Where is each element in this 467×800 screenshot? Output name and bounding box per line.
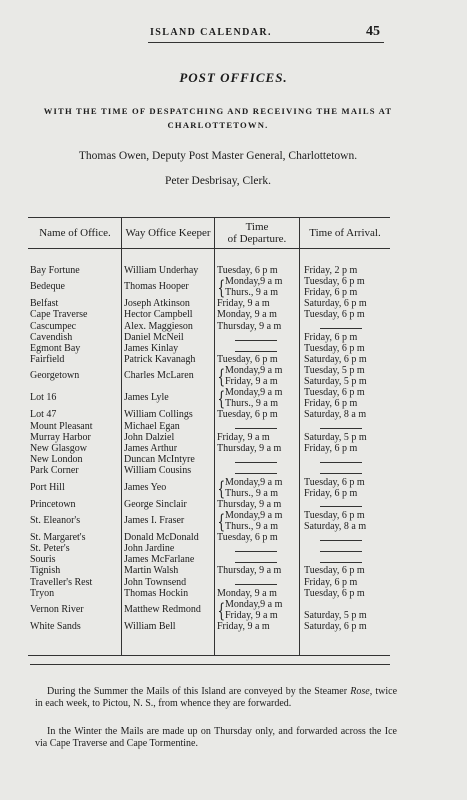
arrival-line: Tuesday, 6 p m — [304, 509, 365, 521]
office-keeper: Joseph Atkinson — [124, 298, 190, 310]
office-name: St. Peter's — [30, 543, 70, 554]
arrival-line: Friday, 6 p m — [304, 331, 358, 343]
departure-time — [235, 577, 277, 588]
office-keeper: James I. Fraser — [124, 514, 185, 526]
departure-time — [217, 276, 282, 298]
office-keeper: Donald McDonald — [124, 531, 199, 543]
departure-line: Thursday, 9 a m — [217, 320, 282, 332]
table-row — [30, 265, 390, 276]
departure-time — [217, 477, 282, 499]
arrival-line: Saturday, 5 p m — [304, 376, 367, 388]
office-name: Traveller's Rest — [30, 576, 93, 588]
departure-line: Friday, 9 a m — [217, 431, 270, 443]
office-keeper: James Kinlay — [124, 343, 179, 354]
table-row — [30, 477, 390, 499]
table-row — [30, 599, 390, 621]
office-name: Port Hill — [30, 481, 65, 493]
arrival-line: Tuesday, 6 p m — [304, 476, 365, 488]
departure-time — [217, 265, 278, 276]
departure-line: Friday, 9 a m — [225, 610, 278, 621]
office-name: Park Corner — [30, 465, 79, 477]
office-keeper: John Dalziel — [124, 431, 175, 443]
office-keeper: John Townsend — [124, 576, 187, 588]
empty-dash — [320, 551, 362, 552]
arrival-line: Saturday, 5 p m — [304, 610, 367, 621]
departure-time — [217, 309, 277, 320]
winter-mail-note: In the Winter the Mails are made up on Thursday only, and forwarded across the Ice via Cape Traverse and Cape Tormentine. — [35, 726, 397, 749]
summer-note-text: During the Summer the Mails of this Island are conveyed by the Steamer — [47, 686, 351, 697]
office-keeper: James Arthur — [124, 443, 178, 454]
arrival-time — [320, 421, 362, 432]
departure-time — [217, 365, 282, 387]
office-name: Souris — [30, 554, 56, 566]
header-way-office-keeper: Way Office Keeper — [125, 227, 211, 239]
office-keeper: William Collings — [124, 409, 193, 421]
brace-glyph: { — [217, 386, 226, 411]
office-name: Cape Traverse — [30, 309, 88, 321]
office-name: Bedeque — [30, 281, 65, 293]
departure-line: Monday, 9 a m — [217, 309, 277, 321]
arrival-time — [320, 454, 362, 465]
departure-time — [217, 588, 277, 599]
departure-line: Friday, 9 a m — [225, 376, 278, 388]
arrival-line: Tuesday, 6 p m — [304, 309, 365, 321]
departure-line: Thursday, 9 a m — [217, 565, 282, 577]
arrival-time — [320, 554, 362, 565]
office-name: Bay Fortune — [30, 265, 80, 276]
office-name: St. Margaret's — [30, 531, 86, 543]
empty-dash — [235, 462, 277, 463]
office-keeper: George Sinclair — [124, 498, 187, 510]
steamer-name: Rose — [350, 686, 370, 697]
table-row — [30, 554, 390, 565]
departure-time — [217, 565, 281, 576]
table-row — [30, 621, 390, 632]
arrival-time — [304, 621, 367, 632]
arrival-line: Friday, 6 p m — [304, 398, 358, 410]
empty-dash — [320, 562, 362, 563]
departure-line: Monday,9 a m — [225, 365, 283, 377]
empty-dash — [320, 506, 362, 507]
arrival-time — [320, 532, 362, 543]
section-subtitle: WITH THE TIME OF DESPATCHING AND RECEIVING THE MAILS AT CHARLOTTETOWN. — [43, 106, 393, 130]
office-name: Belfast — [30, 298, 59, 310]
departure-line: Monday, 9 a m — [217, 587, 277, 599]
section-title: POST OFFICES. — [179, 70, 288, 85]
empty-dash — [320, 428, 362, 429]
arrival-line: Friday, 6 p m — [304, 487, 358, 499]
departure-time — [217, 409, 278, 420]
departure-line: Thurs., 9 a m — [225, 398, 279, 410]
table-row — [30, 387, 390, 409]
empty-dash — [235, 473, 277, 474]
departure-time — [235, 554, 277, 565]
arrival-line: Saturday, 5 p m — [304, 431, 367, 443]
office-keeper: Martin Walsh — [124, 565, 179, 577]
office-keeper: Duncan McIntyre — [124, 454, 195, 466]
departure-line: Monday,9 a m — [225, 509, 283, 521]
departure-line: Friday, 9 a m — [217, 621, 270, 632]
arrival-line: Saturday, 6 p m — [304, 354, 367, 366]
arrival-time — [304, 409, 366, 420]
table-row — [30, 432, 390, 443]
office-keeper: William Cousins — [124, 465, 192, 477]
brace-glyph: { — [217, 275, 226, 300]
office-keeper: Michael Egan — [124, 420, 180, 432]
empty-dash — [320, 462, 362, 463]
running-head: ISLAND CALENDAR. — [150, 27, 272, 38]
arrival-time — [320, 321, 362, 332]
departure-line: Tuesday, 6 p m — [217, 354, 278, 366]
table-row — [30, 276, 390, 298]
departure-line: Thursday, 9 a m — [217, 498, 282, 510]
table-row — [30, 543, 390, 554]
office-name: New Glasgow — [30, 443, 87, 454]
arrival-time — [304, 588, 365, 599]
arrival-time — [320, 499, 362, 510]
page-number: 45 — [366, 24, 380, 39]
arrival-time — [320, 543, 362, 554]
arrival-time — [304, 443, 357, 454]
brace-glyph: { — [217, 598, 226, 622]
departure-time — [217, 354, 278, 365]
table-row — [30, 443, 390, 454]
table-row — [30, 465, 390, 476]
table-row — [30, 309, 390, 320]
table-row — [30, 343, 390, 354]
departure-time — [217, 499, 281, 510]
header-time: Time — [245, 221, 269, 233]
table-row — [30, 454, 390, 465]
empty-dash — [235, 562, 277, 563]
office-keeper: James Yeo — [124, 481, 167, 493]
departure-time — [235, 465, 277, 476]
empty-dash — [320, 473, 362, 474]
table-row — [30, 532, 390, 543]
departure-time — [235, 454, 277, 465]
table-row — [30, 499, 390, 510]
departure-time — [235, 421, 277, 432]
office-name: Cascumpec — [30, 320, 77, 332]
table-row — [30, 332, 390, 343]
office-name: Princetown — [30, 498, 76, 510]
office-name: Vernon River — [30, 604, 84, 615]
office-keeper: Patrick Kavanagh — [124, 354, 196, 366]
empty-dash — [320, 328, 362, 329]
arrival-line: Saturday, 6 p m — [304, 621, 367, 632]
arrival-time — [304, 577, 357, 588]
office-keeper: Hector Campbell — [124, 309, 193, 321]
empty-dash — [235, 428, 277, 429]
arrival-line: Friday, 6 p m — [304, 443, 358, 454]
brace-glyph: { — [217, 364, 226, 389]
office-name: Murray Harbor — [30, 431, 91, 443]
departure-line: Thurs., 9 a m — [225, 287, 279, 299]
arrival-line: Tuesday, 6 p m — [304, 587, 365, 599]
office-keeper: Alex. Maggieson — [124, 320, 193, 332]
table-row — [30, 365, 390, 387]
office-keeper: Daniel McNeil — [124, 331, 184, 343]
table-row — [30, 565, 390, 576]
arrival-line: Tuesday, 5 p m — [304, 365, 365, 377]
office-name: Georgetown — [30, 370, 80, 382]
table-row — [30, 354, 390, 365]
arrival-line: Saturday, 8 a m — [304, 520, 367, 532]
arrival-line: Tuesday, 6 p m — [304, 276, 365, 288]
arrival-time — [304, 510, 366, 532]
header-name-of-office: Name of Office. — [39, 227, 111, 239]
header-rule — [148, 42, 384, 43]
arrival-time — [320, 465, 362, 476]
office-keeper: William Underhay — [124, 265, 199, 276]
departure-time — [217, 621, 270, 632]
departure-line: Tuesday, 6 p m — [217, 409, 278, 421]
empty-dash — [235, 584, 277, 585]
departure-line: Thursday, 9 a m — [217, 443, 282, 454]
departure-time — [235, 343, 277, 354]
departure-line: Friday, 9 a m — [217, 298, 270, 310]
arrival-line: Friday, 6 p m — [304, 287, 358, 299]
clerk-line: Peter Desbrisay, Clerk. — [165, 175, 271, 187]
departure-time — [217, 432, 270, 443]
departure-line: Tuesday, 6 p m — [217, 265, 278, 276]
departure-time — [217, 443, 281, 454]
table-end-rule — [30, 664, 390, 665]
arrival-time — [304, 276, 365, 298]
departure-line: Tuesday, 6 p m — [217, 531, 278, 543]
office-name: New London — [30, 454, 83, 466]
arrival-time — [304, 432, 367, 443]
empty-dash — [235, 551, 277, 552]
departure-line: Monday,9 a m — [225, 387, 283, 399]
office-name: Lot 16 — [30, 392, 57, 404]
empty-dash — [320, 540, 362, 541]
arrival-time — [304, 387, 365, 409]
departure-line: Thurs., 9 a m — [225, 520, 279, 532]
header-time-of-arrival: Time of Arrival. — [309, 227, 381, 239]
office-name: St. Eleanor's — [30, 514, 81, 526]
office-name: Tignish — [30, 565, 61, 577]
departure-line: Monday,9 a m — [225, 476, 283, 488]
deputy-postmaster: Thomas Owen, Deputy Post Master General, Charlottetown. — [78, 150, 358, 162]
arrival-time — [304, 365, 367, 387]
arrival-line: Friday, 2 p m — [304, 265, 358, 276]
departure-line: Thurs., 9 a m — [225, 487, 279, 499]
departure-line: Monday,9 a m — [225, 599, 283, 610]
office-keeper: John Jardine — [124, 543, 175, 554]
office-keeper: Matthew Redmond — [124, 604, 201, 615]
arrival-time — [304, 298, 367, 309]
office-keeper: Charles McLaren — [124, 370, 194, 382]
arrival-time — [304, 332, 357, 343]
empty-dash — [235, 351, 277, 352]
table-row — [30, 421, 390, 432]
office-keeper: Thomas Hooper — [124, 281, 189, 293]
departure-time — [217, 321, 281, 332]
arrival-line: Saturday, 6 p m — [304, 298, 367, 310]
table-row — [30, 510, 390, 532]
summer-note-text-end: , twice in each week, to Pictou, N. S., from whence they are forwarded. — [35, 686, 398, 709]
arrival-time — [304, 599, 367, 621]
office-keeper: Thomas Hockin — [124, 587, 189, 599]
arrival-time — [304, 565, 365, 576]
table-row — [30, 588, 390, 599]
departure-line: Monday,9 a m — [225, 276, 283, 288]
arrival-time — [304, 343, 365, 354]
arrival-time — [304, 354, 367, 365]
office-name: Lot 47 — [30, 409, 57, 421]
table-header-rule — [28, 248, 390, 249]
brace-glyph: { — [217, 508, 226, 533]
arrival-line: Friday, 6 p m — [304, 576, 358, 588]
arrival-line: Tuesday, 6 p m — [304, 343, 365, 354]
departure-time — [217, 532, 278, 543]
arrival-line: Tuesday, 6 p m — [304, 565, 365, 577]
arrival-line: Saturday, 8 a m — [304, 409, 367, 421]
arrival-time — [304, 265, 357, 276]
table-top-rule — [28, 217, 390, 218]
departure-time — [217, 510, 282, 532]
departure-time — [235, 332, 277, 343]
departure-time — [217, 387, 282, 409]
empty-dash — [235, 340, 277, 341]
office-name: Fairfield — [30, 354, 65, 366]
arrival-time — [304, 309, 365, 320]
office-name: Cavendish — [30, 331, 73, 343]
arrival-line — [304, 599, 367, 610]
departure-time — [217, 298, 270, 309]
table-bottom-rule — [28, 655, 390, 656]
office-keeper: James McFarlane — [124, 554, 195, 566]
table-row — [30, 298, 390, 309]
summer-mail-note — [35, 686, 397, 710]
brace-glyph: { — [217, 475, 226, 500]
office-keeper: James Lyle — [124, 392, 169, 404]
office-name: Mount Pleasant — [30, 420, 93, 432]
office-name: White Sands — [30, 621, 81, 632]
table-row — [30, 409, 390, 420]
office-name: Tryon — [30, 587, 55, 599]
table-row — [30, 321, 390, 332]
arrival-time — [304, 477, 365, 499]
departure-time — [235, 543, 277, 554]
departure-time — [217, 599, 282, 621]
office-name: Egmont Bay — [30, 343, 81, 354]
office-keeper: William Bell — [124, 621, 176, 632]
table-row — [30, 577, 390, 588]
arrival-line: Tuesday, 6 p m — [304, 387, 365, 399]
header-of-departure: of Departure. — [227, 233, 287, 245]
